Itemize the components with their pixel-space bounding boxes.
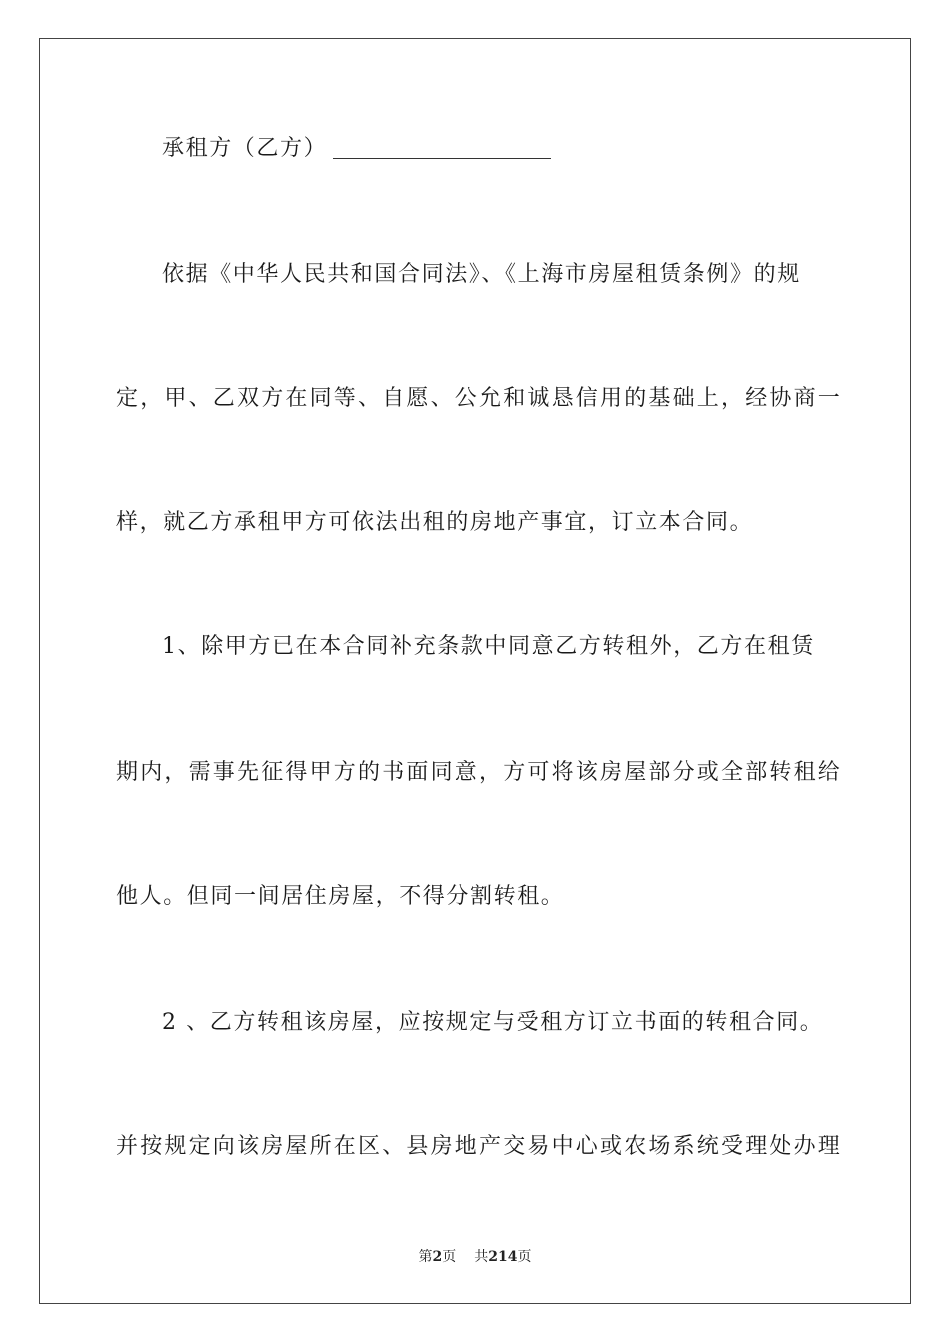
tenant-party-line <box>162 134 882 164</box>
clause-1-line: 他人。但同一间居住房屋，不得分割转租。 <box>116 884 565 909</box>
paragraph-line: 定，甲、乙双方在同等、自愿、公允和诚恳信用的基础上，经协商一 <box>116 386 843 411</box>
clause-2-line: 并按规定向该房屋所在区、县房地产交易中心或农场系统受理处办理 <box>116 1134 843 1159</box>
tenant-party-label: 承租方（乙方） <box>162 136 328 161</box>
total-prefix: 共 <box>474 1249 489 1265</box>
clause-1-line: 1、除甲方已在本合同补充条款中同意乙方转租外，乙方在租赁 <box>162 634 815 659</box>
total-suffix: 页 <box>517 1249 532 1265</box>
page-prefix: 第 <box>418 1249 433 1265</box>
paragraph-line: 依据《中华人民共和国合同法》、《上海市房屋租赁条例》的规 <box>162 262 801 287</box>
clause-1-line: 期内，需事先征得甲方的书面同意，方可将该房屋部分或全部转租给 <box>116 760 843 785</box>
tenant-name-blank <box>333 138 551 159</box>
page-suffix: 页 <box>442 1249 457 1265</box>
page-number: 2 <box>432 1249 443 1265</box>
page-footer <box>0 1247 950 1267</box>
total-pages: 214 <box>488 1249 518 1265</box>
paragraph-line: 样，就乙方承租甲方可依法出租的房地产事宜，订立本合同。 <box>116 510 754 535</box>
page-border <box>39 38 911 1304</box>
clause-2-line: 2 、乙方转租该房屋，应按规定与受租方订立书面的转租合同。 <box>162 1010 824 1035</box>
